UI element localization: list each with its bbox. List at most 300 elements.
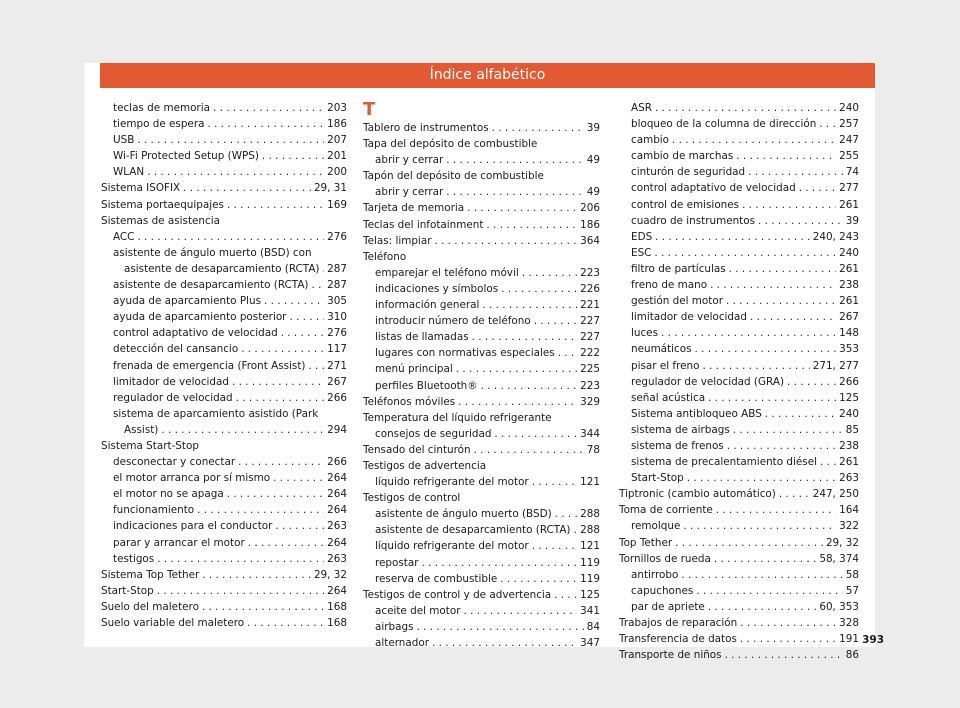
dot-leader	[147, 164, 324, 180]
index-entry-term: Teclas del infotainment	[363, 218, 484, 231]
index-entry	[619, 100, 859, 116]
index-entry-term: Tarjeta de memoria	[363, 202, 465, 215]
index-entry-page: 271	[327, 359, 347, 372]
index-entry	[619, 422, 859, 438]
index-entry-term: teclas de memoria	[113, 102, 210, 114]
dot-leader	[458, 394, 577, 410]
dot-leader	[554, 587, 577, 603]
dot-leader	[708, 599, 817, 615]
dot-leader	[725, 647, 843, 663]
index-entry-term: antirrobo	[631, 568, 679, 581]
index-entry-page: 223	[580, 266, 600, 279]
index-entry-page: 29, 32	[313, 568, 347, 581]
index-entry	[619, 245, 859, 261]
index-entry	[619, 535, 859, 551]
index-column-3	[619, 100, 859, 663]
index-entry-page: 201	[327, 150, 347, 163]
index-entry	[101, 390, 347, 406]
index-entry-term: asistente de ángulo muerto (BSD) con	[113, 246, 312, 259]
index-entry	[101, 358, 347, 374]
index-entry-term: abrir y cerrar	[375, 154, 444, 167]
index-entry-term: bloqueo de la columna de dirección	[631, 118, 817, 131]
index-entry-page: 168	[327, 617, 347, 629]
index-entry-term: remolque	[631, 520, 681, 533]
index-entry-page: 119	[580, 572, 600, 585]
index-entry-term: Sistema Start-Stop	[101, 439, 199, 452]
index-entry	[619, 229, 859, 245]
index-entry-page: 294	[327, 423, 347, 436]
index-entry-term: desconectar y conectar	[113, 456, 236, 469]
dot-leader	[262, 148, 324, 164]
dot-leader	[446, 152, 584, 168]
index-entry-term: asistente de desaparcamiento (RCTA)	[124, 262, 320, 275]
dot-leader	[727, 438, 836, 454]
index-entry	[363, 297, 600, 313]
index-entry-term: Top Tether	[619, 536, 673, 549]
index-entry	[363, 538, 600, 554]
index-entry	[619, 518, 859, 534]
index-entry-term: reserva de combustible	[375, 572, 498, 585]
index-entry	[619, 583, 859, 599]
index-entry-term: Teléfonos móviles	[363, 395, 456, 408]
index-entry	[363, 152, 600, 168]
index-entry-term: detección del cansancio	[113, 343, 239, 356]
dot-leader	[207, 116, 324, 132]
dot-leader	[558, 345, 577, 361]
index-entry	[619, 406, 859, 422]
index-entry-page: 203	[327, 102, 347, 114]
index-entry	[619, 567, 859, 583]
dot-leader	[137, 229, 324, 245]
dot-leader	[765, 406, 836, 422]
index-entry-page: 191	[839, 633, 859, 646]
index-entry-page: 364	[580, 234, 600, 247]
dot-leader	[654, 245, 836, 261]
dot-leader	[446, 184, 584, 200]
index-entry-page: 221	[580, 299, 600, 312]
index-entry	[619, 325, 859, 341]
index-entry	[619, 470, 859, 486]
index-entry-page: 78	[586, 443, 600, 456]
index-entry-page: 264	[327, 472, 347, 485]
index-entry	[363, 587, 600, 603]
index-entry	[101, 245, 347, 261]
index-entry	[363, 378, 600, 394]
index-entry	[101, 438, 347, 454]
dot-leader	[227, 486, 324, 502]
dot-leader	[161, 422, 324, 438]
index-entry-page: 223	[580, 379, 600, 392]
dot-leader	[238, 454, 324, 470]
index-entry-term: ASR	[631, 102, 652, 114]
dot-leader	[273, 470, 324, 486]
index-entry	[101, 502, 347, 518]
index-entry-term: filtro de partículas	[631, 262, 726, 275]
index-entry	[363, 619, 600, 635]
index-entry	[101, 261, 347, 277]
index-entry	[101, 229, 347, 245]
index-entry-term: Sistema Top Tether	[101, 568, 200, 581]
dot-leader	[247, 615, 324, 631]
index-entry	[363, 184, 600, 200]
dot-leader	[492, 120, 584, 136]
index-entry	[619, 213, 859, 229]
dot-leader	[472, 329, 578, 345]
dot-leader	[522, 265, 577, 281]
dot-leader	[740, 615, 836, 631]
index-entry	[363, 249, 600, 265]
index-entry	[101, 148, 347, 164]
index-entry-term: Tornillos de rueda	[619, 552, 711, 565]
index-entry-term: Sistema portaequipajes	[101, 198, 224, 211]
index-entry	[619, 116, 859, 132]
dot-leader	[157, 551, 324, 567]
index-entry	[363, 506, 600, 522]
index-entry-page: 288	[580, 508, 600, 521]
index-entry-page: 169	[327, 198, 347, 211]
index-entry	[101, 454, 347, 470]
index-entry-page: 287	[327, 262, 347, 275]
index-entry	[619, 148, 859, 164]
index-entry	[619, 197, 859, 213]
index-entry	[363, 217, 600, 233]
index-entry-page: 186	[580, 218, 600, 231]
index-entry-term: cuadro de instrumentos	[631, 214, 756, 227]
index-entry-page: 164	[839, 504, 859, 517]
index-entry-page: 121	[580, 540, 600, 553]
index-entry-page: 277	[839, 182, 859, 195]
index-entry-term: ACC	[113, 230, 135, 243]
index-entry	[101, 374, 347, 390]
index-entry	[619, 132, 859, 148]
dot-leader	[264, 293, 324, 309]
index-entry	[101, 164, 347, 180]
index-entry-page: 276	[327, 230, 347, 243]
index-entry-term: cambio de marchas	[631, 150, 734, 163]
index-entry-page: 261	[839, 456, 859, 469]
index-entry-page: 267	[839, 311, 859, 324]
index-entry-page: 49	[586, 186, 600, 199]
index-entry	[101, 470, 347, 486]
index-entry	[619, 374, 859, 390]
dot-leader	[417, 619, 584, 635]
index-entry	[101, 116, 347, 132]
index-entry-term: ayuda de aparcamiento Plus	[113, 295, 261, 308]
index-entry-page: 227	[580, 331, 600, 344]
index-entry-term: frenada de emergencia (Front Assist)	[113, 359, 306, 372]
index-entry-term: Suelo variable del maletero	[101, 617, 245, 629]
dot-leader	[227, 197, 324, 213]
dot-leader	[432, 635, 577, 651]
index-entry	[101, 100, 347, 116]
index-entry	[101, 197, 347, 213]
dot-leader	[308, 358, 324, 374]
index-entry	[363, 426, 600, 442]
dot-leader	[500, 571, 577, 587]
index-entry-term: ESC	[631, 246, 652, 259]
dot-leader	[716, 502, 836, 518]
index-entry-term: el motor arranca por sí mismo	[113, 472, 271, 485]
index-entry	[101, 309, 347, 325]
index-entry-page: 240	[839, 102, 859, 114]
dot-leader	[248, 535, 324, 551]
index-entry	[363, 410, 600, 426]
index-entry-term: EDS	[631, 230, 653, 243]
dot-leader	[555, 506, 578, 522]
index-entry-page: 238	[839, 439, 859, 452]
index-entry-term: Sistema antibloqueo ABS	[631, 407, 762, 420]
index-entry-term: sistema de aparcamiento asistido (Park	[113, 407, 319, 420]
index-entry	[363, 168, 600, 184]
dot-leader	[494, 426, 577, 442]
dot-leader	[799, 180, 836, 196]
index-entry	[101, 132, 347, 148]
dot-leader	[197, 502, 324, 518]
index-entry-term: luces	[631, 327, 658, 340]
dot-leader	[740, 631, 836, 647]
index-entry-term: cinturón de seguridad	[631, 166, 746, 179]
dot-leader	[820, 454, 836, 470]
index-entry-term: sistema de frenos	[631, 439, 724, 452]
index-entry-term: información general	[375, 299, 480, 312]
index-entry-term: Start-Stop	[101, 584, 154, 597]
index-entry-page: 344	[580, 427, 600, 440]
index-entry-term: Transporte de niños	[619, 649, 722, 662]
index-entry-page: 266	[327, 456, 347, 469]
dot-leader	[683, 518, 836, 534]
index-entry-term: Toma de corriente	[619, 504, 713, 517]
dot-leader	[434, 233, 577, 249]
index-entry-term: par de apriete	[631, 600, 705, 613]
index-entry-page: 264	[327, 504, 347, 517]
index-entry	[619, 358, 859, 374]
index-entry	[101, 615, 347, 631]
index-entry-page: 329	[580, 395, 600, 408]
index-entry-page: 247	[839, 134, 859, 147]
index-entry-page: 222	[580, 347, 600, 360]
index-entry-page: 247, 250	[812, 488, 859, 501]
index-entry-term: regulador de velocidad	[113, 391, 233, 404]
index-entry-page: 271, 277	[812, 359, 859, 372]
index-entry	[619, 341, 859, 357]
index-entry-term: control de emisiones	[631, 198, 740, 211]
index-entry-page: 264	[327, 584, 347, 597]
index-entry	[619, 309, 859, 325]
index-entry	[619, 438, 859, 454]
dot-leader	[532, 538, 577, 554]
index-entry-page: 240	[839, 407, 859, 420]
index-entry-page: 310	[327, 311, 347, 324]
dot-leader	[655, 100, 836, 116]
index-entry-page: 39	[845, 214, 859, 227]
index-entry-page: 288	[580, 524, 600, 537]
index-entry-page: 261	[839, 198, 859, 211]
index-entry-term: limitador de velocidad	[113, 375, 229, 388]
index-entry-page: 266	[839, 375, 859, 388]
index-entry	[363, 442, 600, 458]
dot-leader	[758, 213, 843, 229]
index-entry	[363, 200, 600, 216]
index-entry-term: freno de mano	[631, 279, 708, 292]
dot-leader	[729, 261, 836, 277]
index-entry-term: capuchones	[631, 584, 694, 597]
index-entry	[101, 551, 347, 567]
dot-leader	[464, 603, 578, 619]
index-entry-term: menú principal	[375, 363, 453, 376]
index-entry-term: pisar el freno	[631, 359, 700, 372]
index-entry-term: Trabajos de reparación	[619, 617, 738, 629]
index-entry	[619, 261, 859, 277]
index-entry	[101, 277, 347, 293]
index-entry-term: indicaciones y símbolos	[375, 282, 499, 295]
index-entry-term: Testigos de advertencia	[363, 459, 487, 472]
index-entry-page: 85	[845, 423, 859, 436]
index-entry-term: Start-Stop	[631, 472, 684, 485]
dot-leader	[736, 148, 836, 164]
index-entry	[619, 164, 859, 180]
dot-leader	[702, 358, 809, 374]
index-entry-term: repostar	[375, 556, 419, 569]
index-entry-term: Tiptronic (cambio automático)	[619, 488, 776, 501]
index-entry-term: neumáticos	[631, 343, 692, 356]
index-entry	[619, 277, 859, 293]
dot-leader	[687, 470, 836, 486]
index-entry	[101, 180, 347, 196]
index-entry-page: 49	[586, 154, 600, 167]
index-entry	[101, 567, 347, 583]
dot-leader	[137, 132, 324, 148]
index-entry-term: ayuda de aparcamiento posterior	[113, 311, 287, 324]
index-entry-term: asistente de ángulo muerto (BSD)	[375, 508, 552, 521]
index-entry	[619, 599, 859, 615]
index-entry-page: 58, 374	[819, 552, 859, 565]
dot-leader	[742, 197, 836, 213]
index-entry	[101, 213, 347, 229]
index-entry-page: 266	[327, 391, 347, 404]
index-entry	[101, 535, 347, 551]
index-entry-page: 255	[839, 150, 859, 163]
index-entry-page: 125	[839, 391, 859, 404]
index-entry	[363, 265, 600, 281]
dot-leader	[534, 313, 577, 329]
index-entry-page: 58	[845, 568, 859, 581]
dot-leader	[573, 522, 577, 538]
index-entry-term: Telas: limpiar	[363, 234, 432, 247]
index-entry-page: 240, 243	[812, 230, 859, 243]
index-entry	[363, 635, 600, 651]
index-entry-term: Tapa del depósito de combustible	[363, 138, 538, 151]
index-entry-term: abrir y cerrar	[375, 186, 444, 199]
dot-leader	[675, 535, 823, 551]
dot-leader	[726, 293, 836, 309]
page-header	[100, 63, 875, 88]
index-entry-term: USB	[113, 134, 135, 147]
index-entry-page: 84	[586, 620, 600, 633]
index-entry-page: 207	[327, 134, 347, 147]
dot-leader	[202, 567, 311, 583]
dot-leader	[236, 390, 325, 406]
index-entry-page: 119	[580, 556, 600, 569]
index-entry	[619, 486, 859, 502]
index-entry-term: Sistemas de asistencia	[101, 214, 220, 227]
index-entry-page: 347	[580, 637, 600, 649]
index-entry-term: cambio	[631, 134, 670, 147]
index-entry-page: 39	[586, 122, 600, 134]
dot-leader	[819, 116, 836, 132]
index-entry-term: Wi-Fi Protected Setup (WPS)	[113, 150, 259, 163]
dot-leader	[661, 325, 836, 341]
index-entry-page: 186	[327, 118, 347, 131]
index-entry-term: Transferencia de datos	[619, 633, 737, 646]
index-entry-term: señal acústica	[631, 391, 706, 404]
index-entry-term: airbags	[375, 620, 414, 633]
index-entry	[101, 583, 347, 599]
index-entry	[619, 502, 859, 518]
index-entry-page: 264	[327, 536, 347, 549]
index-entry	[619, 631, 859, 647]
index-entry	[619, 390, 859, 406]
index-entry-page: 267	[327, 375, 347, 388]
index-entry-term: el motor no se apaga	[113, 488, 224, 501]
index-entry-term: Sistema ISOFIX	[101, 182, 181, 195]
index-entry-page: 238	[839, 279, 859, 292]
dot-leader	[202, 599, 324, 615]
index-entry-term: Suelo del maletero	[101, 600, 199, 613]
index-entry	[363, 233, 600, 249]
index-entry-term: líquido refrigerante del motor	[375, 476, 529, 489]
dot-leader	[241, 341, 324, 357]
index-entry	[619, 293, 859, 309]
index-entry-page: 263	[327, 552, 347, 565]
index-entry-term: Tablero de instrumentos	[363, 122, 489, 134]
index-entry-page: 225	[580, 363, 600, 376]
index-entry-term: Testigos de control y de advertencia	[363, 588, 552, 601]
index-entry-term: Teléfono	[363, 250, 407, 263]
index-entry-page: 240	[839, 246, 859, 259]
index-entry	[101, 518, 347, 534]
index-entry-page: 206	[580, 202, 600, 215]
index-entry-page: 226	[580, 282, 600, 295]
index-entry	[101, 325, 347, 341]
index-entry	[363, 120, 600, 136]
index-entry-term: gestión del motor	[631, 295, 723, 308]
dot-leader	[672, 132, 836, 148]
index-entry	[363, 490, 600, 506]
index-entry-page: 29, 32	[825, 536, 859, 549]
index-entry-term: Tensado del cinturón	[363, 443, 471, 456]
index-entry	[619, 615, 859, 631]
index-entry	[101, 422, 347, 438]
dot-leader	[481, 378, 578, 394]
index-entry	[101, 341, 347, 357]
index-entry-term: listas de llamadas	[375, 331, 469, 344]
index-entry-page: 264	[327, 488, 347, 501]
index-entry	[363, 571, 600, 587]
index-entry-page: 117	[327, 343, 347, 356]
page-number: 393	[862, 634, 884, 646]
dot-leader	[183, 180, 311, 196]
index-entry-page: 328	[839, 617, 859, 629]
index-entry-page: 287	[327, 279, 347, 292]
dot-leader	[695, 341, 837, 357]
index-entry-page: 353	[839, 343, 859, 356]
index-entry-page: 200	[327, 166, 347, 179]
dot-leader	[733, 422, 843, 438]
index-entry	[101, 599, 347, 615]
index-entry-page: 60, 353	[819, 600, 859, 613]
dot-leader	[474, 442, 584, 458]
index-entry	[363, 361, 600, 377]
